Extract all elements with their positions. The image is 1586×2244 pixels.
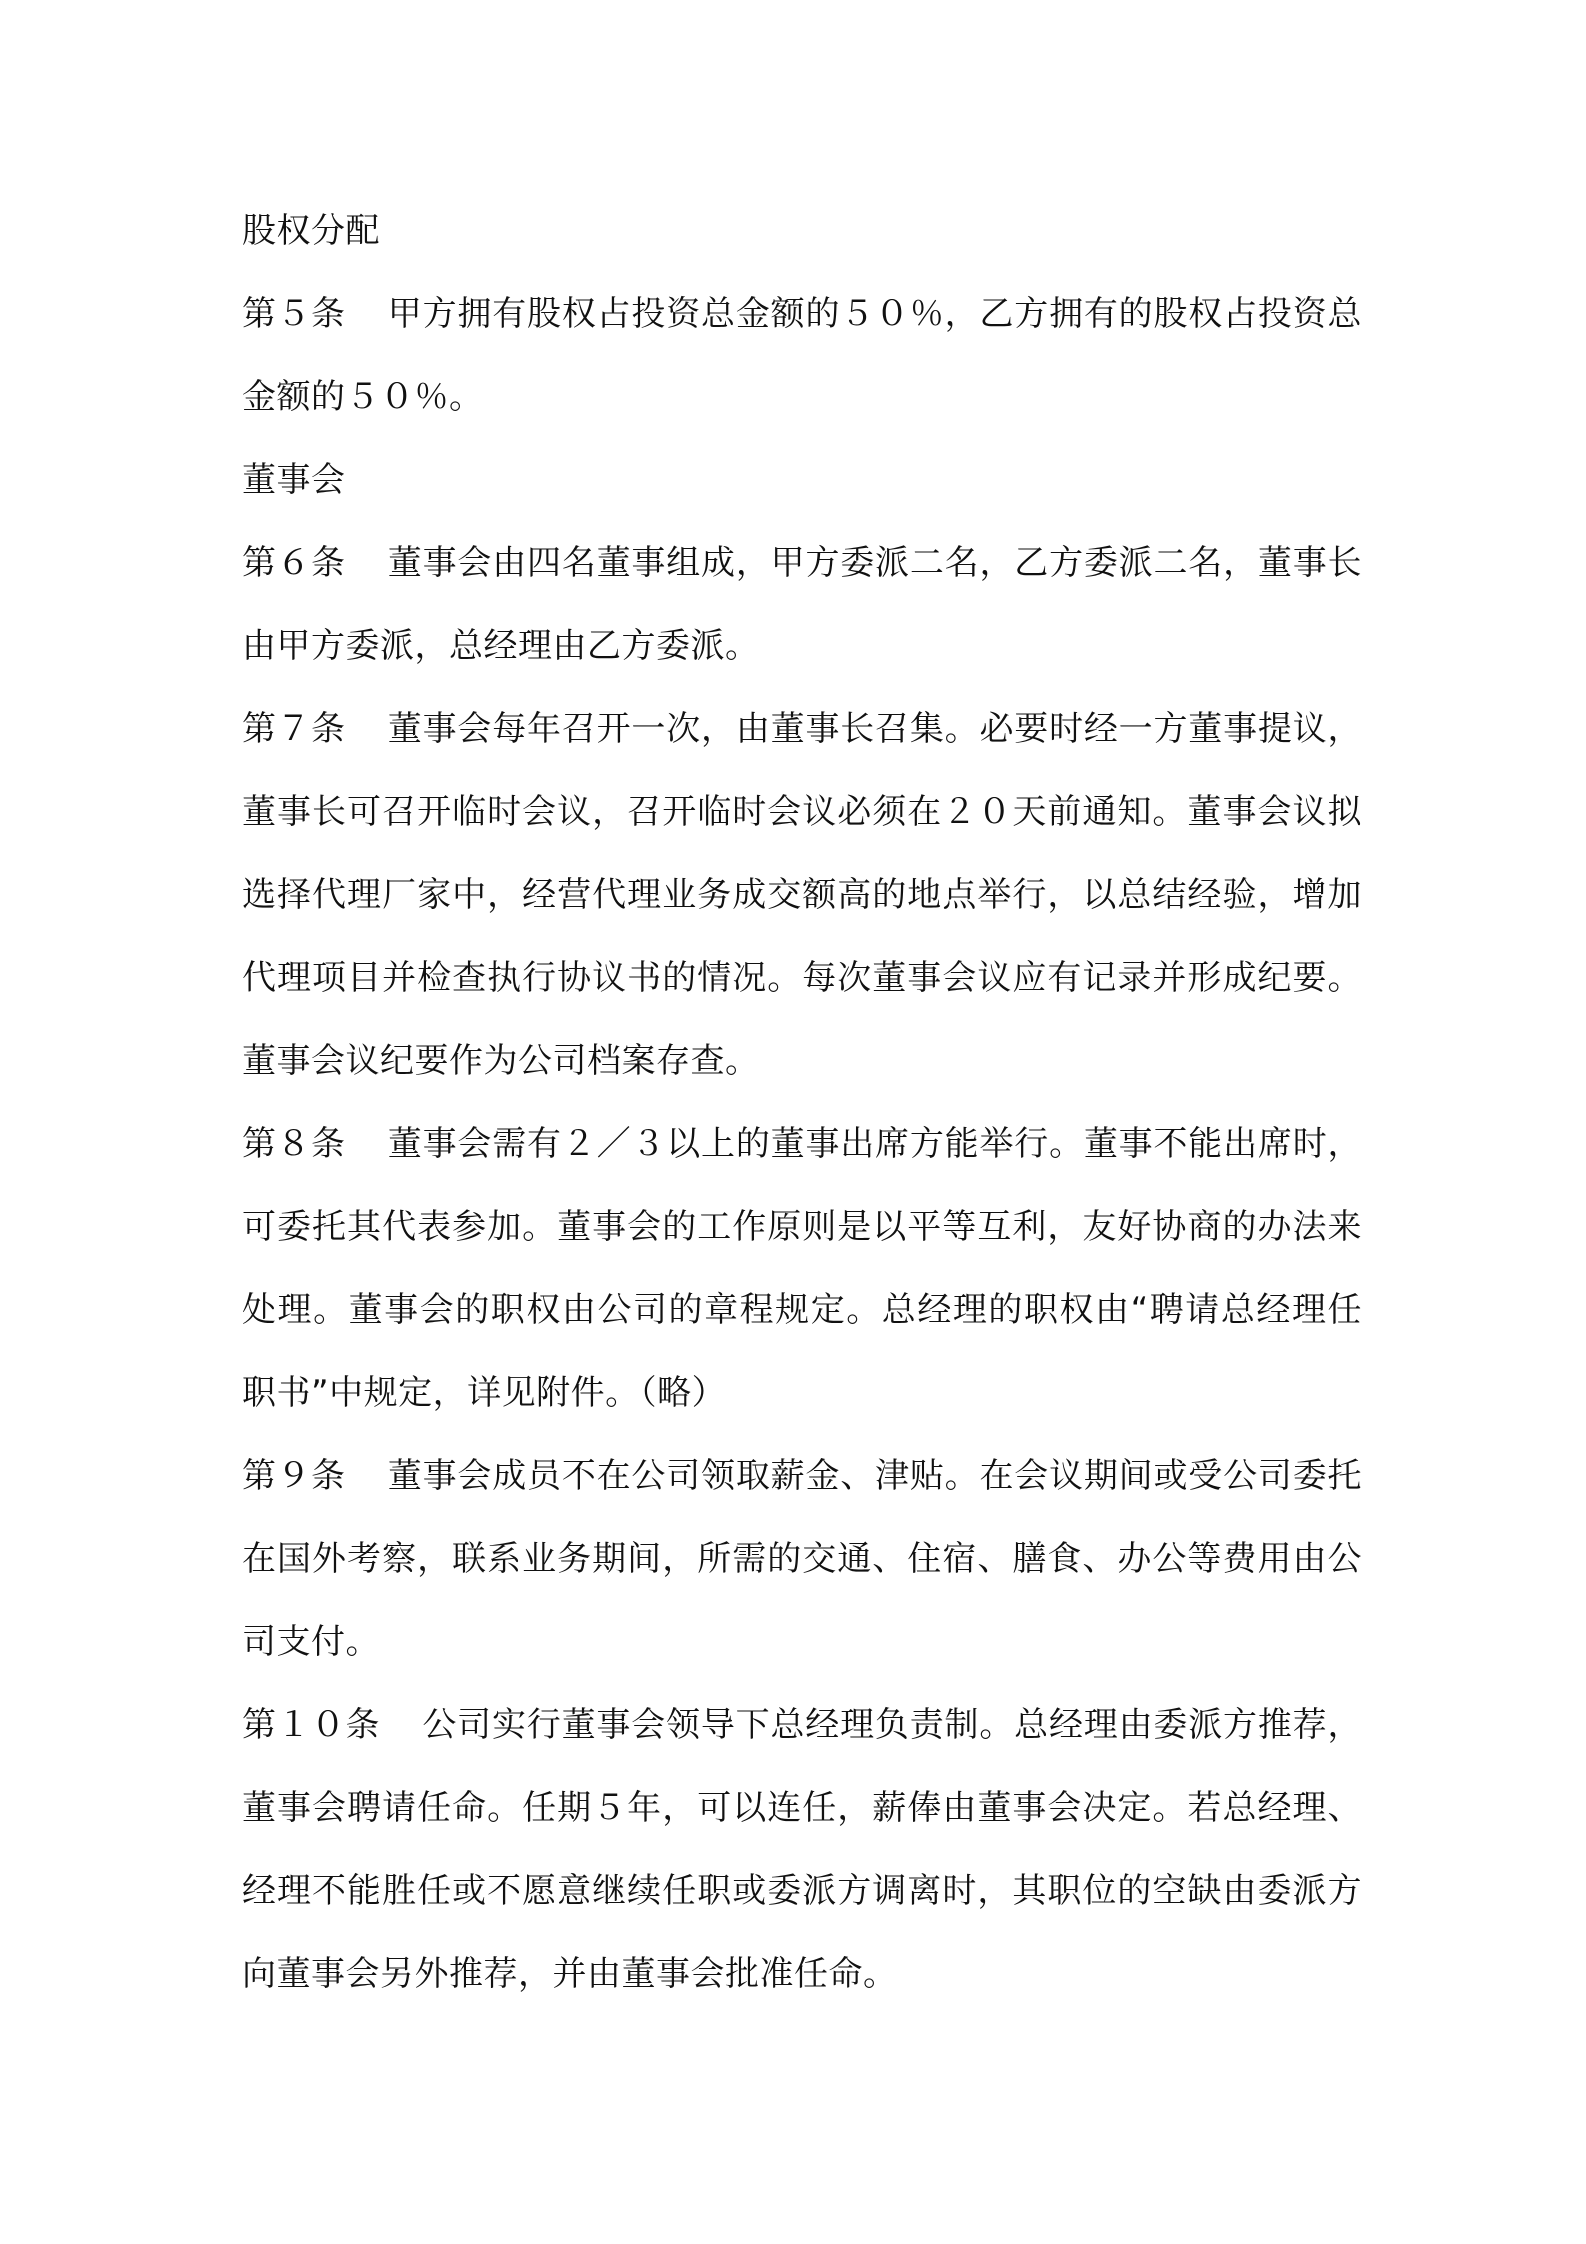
article-7 — [242, 688, 1362, 1103]
article-text: 董事会成员不在公司领取薪金、津贴。在会议期间或受公司委托在国外考察，联系业务期间，所需的交通、住宿、膳食、办公等费用由公司支付。 — [242, 1456, 1362, 1662]
article-5 — [242, 273, 1362, 439]
article-text: 董事会由四名董事组成，甲方委派二名，乙方委派二名，董事长由甲方委派，总经理由乙方委派。 — [242, 543, 1362, 666]
article-number: 第５条 — [242, 294, 346, 334]
section-heading-board: 董事会 — [242, 460, 346, 500]
article-number: 第８条 — [242, 1124, 346, 1164]
article-number: 第１０条 — [242, 1705, 380, 1745]
article-text: 公司实行董事会领导下总经理负责制。总经理由委派方推荐，董事会聘请任命。任期５年，可以连任，薪俸由董事会决定。若总经理、经理不能胜任或不愿意继续任职或委派方调离时，其职位的空缺由委派方向董事会另外推荐，并由董事会批准任命。 — [242, 1705, 1362, 1994]
article-text: 董事会需有２／３以上的董事出席方能举行。董事不能出席时，可委托其代表参加。董事会的工作原则是以平等互利，友好协商的办法来处理。董事会的职权由公司的章程规定。总经理的职权由“聘请总经理任职书”中规定，详见附件。（略） — [242, 1124, 1362, 1413]
article-text: 董事会每年召开一次，由董事长召集。必要时经一方董事提议，董事长可召开临时会议，召开临时会议必须在２０天前通知。董事会议拟选择代理厂家中，经营代理业务成交额高的地点举行，以总结经验，增加代理项目并检查执行协议书的情况。每次董事会议应有记录并形成纪要。董事会议纪要作为公司档案存查。 — [242, 709, 1362, 1081]
article-6 — [242, 522, 1362, 688]
article-10 — [242, 1684, 1362, 2016]
article-9 — [242, 1435, 1362, 1684]
article-text: 甲方拥有股权占投资总金额的５０％，乙方拥有的股权占投资总金额的５０％。 — [242, 294, 1362, 417]
article-number: 第６条 — [242, 543, 346, 583]
document-page — [242, 190, 1362, 2016]
section-heading-equity: 股权分配 — [242, 211, 380, 251]
article-number: 第９条 — [242, 1456, 346, 1496]
article-number: 第７条 — [242, 709, 346, 749]
article-8 — [242, 1103, 1362, 1435]
